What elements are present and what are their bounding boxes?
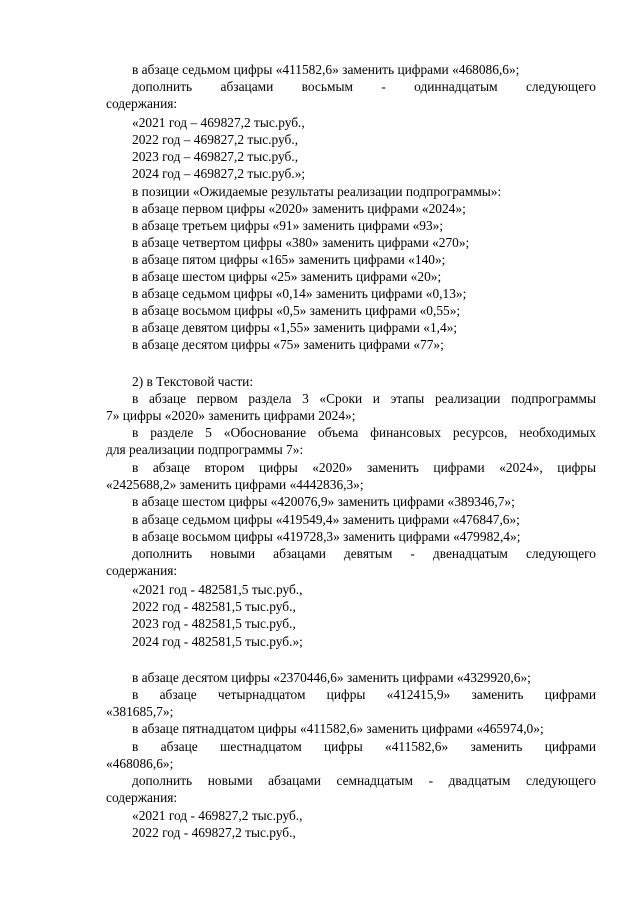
line-text: содержания:	[106, 96, 178, 111]
line-text: содержания:	[106, 563, 178, 578]
line-text: в абзаце пятом цифры «165» заменить цифрами «140»;	[132, 252, 446, 267]
line-text: «2021 год - 469827,2 тыс.руб.,	[132, 808, 303, 823]
line-text: дополнить новыми абзацами семнадцатым - двадцатым следующего	[132, 773, 596, 788]
line-text: в абзаце шестом цифры «25» заменить цифрами «20»;	[132, 269, 442, 284]
line-text: «2425688,2» заменить цифрами «4442836,3»;	[106, 477, 364, 492]
line-text: в абзаце восьмом цифры «0,5» заменить цифрами «0,55»;	[132, 303, 461, 318]
line-text: в абзаце седьмом цифры «411582,6» заменить цифрами «468086,6»;	[132, 62, 520, 77]
line-text: дополнить новыми абзацами девятым - двенадцатым следующего	[132, 546, 596, 561]
line-text: в абзаце втором цифры «2020» заменить цифрами «2024», цифры	[132, 460, 596, 475]
line-text: в абзаце пятнадцатом цифры «411582,6» заменить цифрами «465974,0»;	[132, 721, 544, 736]
line-text: 7» цифры «2020» заменить цифрами 2024»;	[106, 408, 356, 423]
line-text: в абзаце шестнадцатом цифры «411582,6» заменить цифрами	[132, 739, 596, 754]
line-text: в абзаце четвертом цифры «380» заменить цифрами «270»;	[132, 235, 470, 250]
line-text: в абзаце десятом цифры «75» заменить цифрами «77»;	[132, 337, 444, 352]
line-text: «468086,6»;	[106, 756, 174, 771]
line-text: 2023 год - 482581,5 тыс.руб.,	[132, 616, 296, 631]
line-text: в абзаце десятом цифры «2370446,6» заменить цифрами «4329920,6»;	[132, 670, 531, 685]
line-text: в абзаце третьем цифры «91» заменить цифрами «93»;	[132, 218, 444, 233]
line-text: 2022 год - 469827,2 тыс.руб.,	[132, 825, 296, 840]
line-text: «2021 год - 482581,5 тыс.руб.,	[132, 582, 303, 597]
line-text: 2) в Текстовой части:	[132, 374, 254, 389]
line-text: в абзаце восьмом цифры «419728,3» заменить цифрами «479982,4»;	[132, 529, 521, 544]
line-text: 2022 год - 482581,5 тыс.руб.,	[132, 599, 296, 614]
line-text: «2021 год – 469827,2 тыс.руб.,	[132, 115, 305, 130]
line-text: дополнить абзацами восьмым - одиннадцатым следующего	[132, 79, 596, 94]
line-text: 2024 год – 469827,2 тыс.руб.»;	[132, 166, 306, 181]
line-text: «381685,7»;	[106, 704, 174, 719]
line-text: 2022 год – 469827,2 тыс.руб.,	[132, 132, 299, 147]
line-text: для реализации подпрограммы 7»:	[106, 442, 304, 457]
line-text: в абзаце седьмом цифры «0,14» заменить цифрами «0,13»;	[132, 286, 467, 301]
line-text: в абзаце первом цифры «2020» заменить цифрами «2024»;	[132, 201, 466, 216]
line-text: 2023 год – 469827,2 тыс.руб.,	[132, 149, 299, 164]
line-text: в абзаце шестом цифры «420076,9» заменить цифрами «389346,7»;	[132, 494, 515, 509]
line-text: содержания:	[106, 790, 178, 805]
line-text: в абзаце первом раздела 3 «Сроки и этапы реализации подпрограммы	[132, 391, 596, 406]
line-text: 2024 год - 482581,5 тыс.руб.»;	[132, 634, 303, 649]
line-text: в позиции «Ожидаемые результаты реализации подпрограммы»:	[132, 184, 502, 199]
line-text: в абзаце девятом цифры «1,55» заменить цифрами «1,4»;	[132, 320, 458, 335]
line-text: в абзаце четырнадцатом цифры «412415,9» заменить цифрами	[132, 687, 596, 702]
line-text: в разделе 5 «Обоснование объема финансовых ресурсов, необходимых	[132, 425, 596, 440]
line-text: в абзаце седьмом цифры «419549,4» заменить цифрами «476847,6»;	[132, 512, 520, 527]
